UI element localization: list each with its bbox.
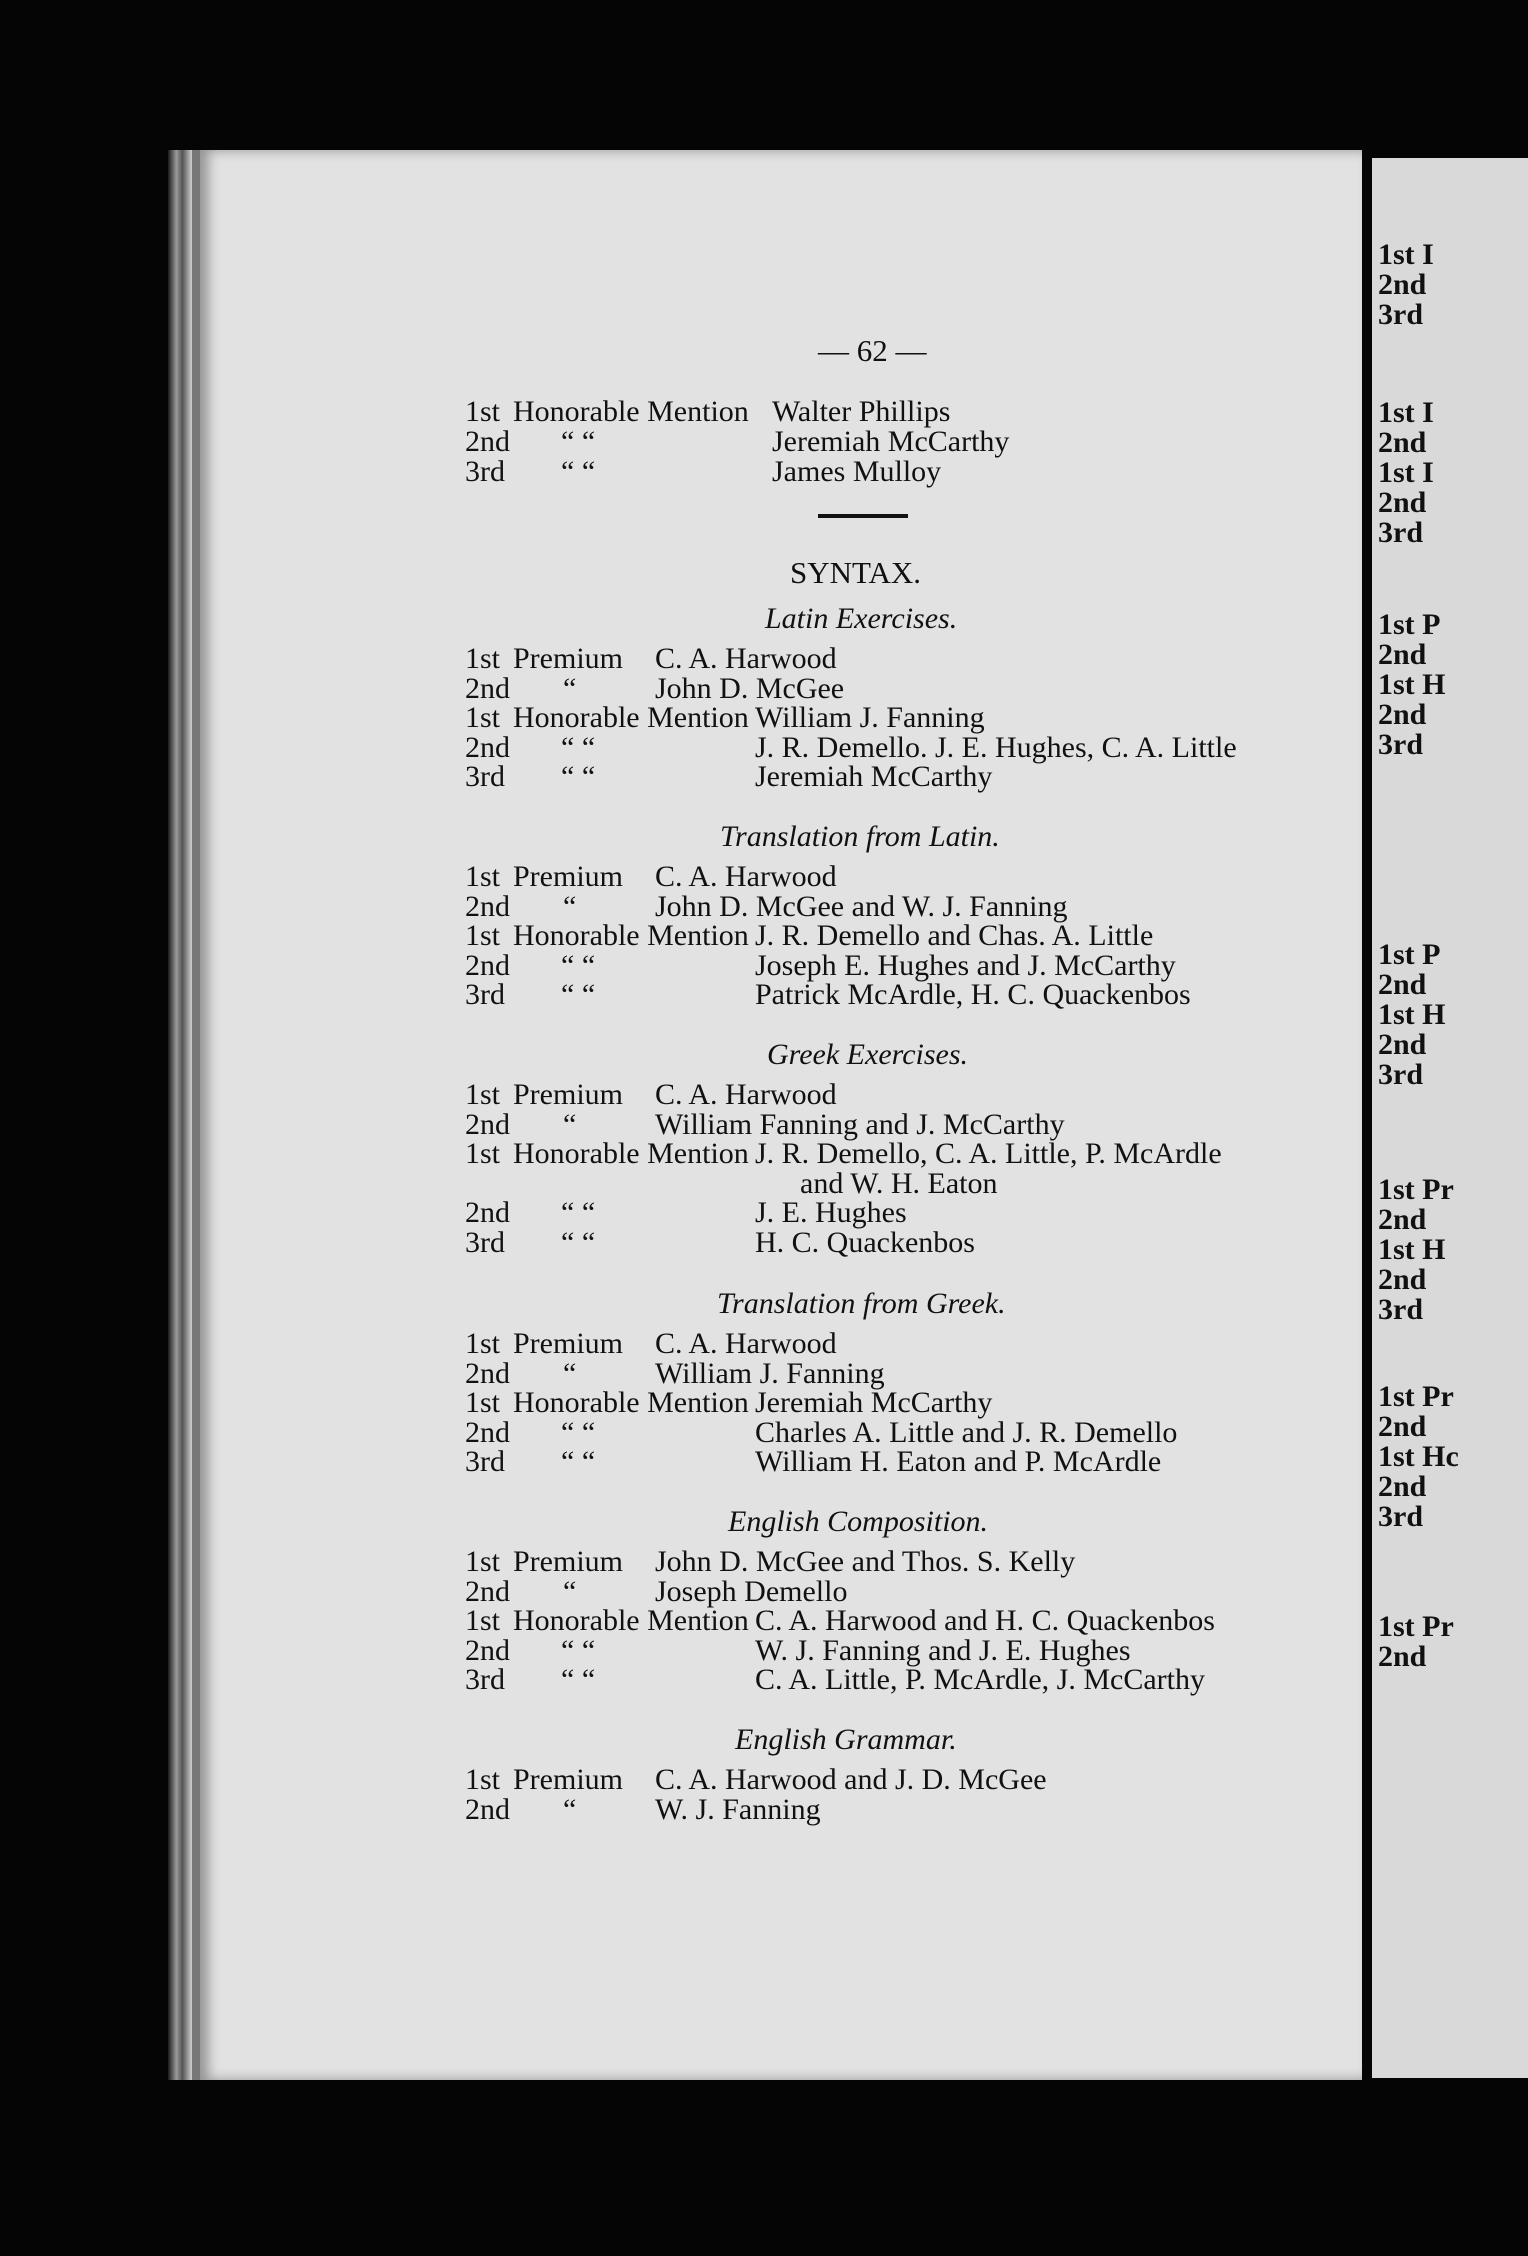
section-divider: [818, 514, 908, 518]
entry-label: “: [563, 1574, 577, 1608]
entry-name: Jeremiah McCarthy: [755, 1386, 993, 1419]
entry-rank: 3rd: [465, 1225, 505, 1259]
entry-name: C. A. Little, P. McArdle, J. McCarthy: [755, 1663, 1205, 1696]
entry-label: “ “: [561, 978, 596, 1011]
facing-fragment: 2nd: [1378, 698, 1427, 731]
entry-rank: 2nd: [465, 730, 510, 764]
entry-rank: 2nd: [465, 1196, 510, 1229]
facing-fragment: 2nd: [1378, 1028, 1427, 1061]
entry-rank: 2nd: [465, 1633, 510, 1667]
facing-fragment: 1st Hc: [1378, 1440, 1459, 1473]
entry-label: Honorable Mention: [513, 701, 749, 734]
entry-label: “ “: [561, 1633, 596, 1667]
entry-rank: 3rd: [465, 1663, 505, 1696]
entry-name: John D. McGee and W. J. Fanning: [655, 889, 1068, 923]
book-page: — 62 — 1st Honorable Mention Walter Phillips 2nd “ “ Jeremiah McCarthy 3rd “ “ James Mulloy SYNTAX. Latin Exercises. 1st Premium C. A. Harwood 2nd “ John D. McGee 1st Honorable Mention William J. Fanning 2nd “ “ J. R. Demello. J. E. Hughes, C. A. Little 3rd “ “ Jeremiah McCarthy Translation from Latin. 1st Premium C. A. Harwood 2nd “ John D. McGee and W. J. Fanning 1st Honorable Mention J. R. Demello and Chas. A. Little 2nd “ “ Joseph E. Hughes and J. McCarthy 3rd “ “ Patrick McArdle, H. C. Quackenbos Greek Exercises. 1st Premium C. A. Harwood 2nd “ William Fanning and J. McCarthy 1st Honorable Mention J. R. Demello, C. A. Little, P. McArdle and W. H. Eaton 2nd “ “ J. E. Hughes 3rd “ “ H. C. Quackenbos Translation from Greek. 1st Premium C. A. Harwood 2nd “ William J. Fanning 1st Honorable Mention Jeremiah McCarthy 2nd “ “ Charles A. Little and J. R. Demello 3rd “ “ William H. Eaton and P. McArdle English Composition. 1st Premium John D. McGee and Thos. S. Kelly 2nd “ Joseph Demello 1st Honorable Mention C. A. Harwood and H. C. Quackenbos 2nd “ “ W. J. Fanning and J. E. Hughes 3rd “ “ C. A. Little, P. McArdle, J. McCarthy English Grammar. 1st Premium C. A. Harwood and J. D. McGee 2nd “ W. J. Fanning: [192, 150, 1362, 2080]
entry-label: Premium: [513, 1763, 623, 1796]
entry-name: William J. Fanning: [655, 1356, 885, 1390]
entry-label: “ “: [561, 948, 596, 982]
entry-name: J. R. Demello, C. A. Little, P. McArdle: [755, 1137, 1222, 1170]
entry-rank: 2nd: [465, 1107, 510, 1141]
facing-fragment: 2nd: [1378, 1203, 1427, 1236]
entry-rank: 3rd: [465, 978, 505, 1011]
facing-fragment: 2nd: [1378, 968, 1427, 1001]
facing-fragment: 3rd: [1378, 1293, 1423, 1326]
entry-rank: 2nd: [465, 1356, 510, 1390]
facing-fragment: 3rd: [1378, 728, 1423, 761]
entry-rank: 1st: [465, 1386, 501, 1419]
facing-fragment: 2nd: [1378, 268, 1427, 301]
entry-label: “ “: [561, 730, 596, 764]
entry-rank: 3rd: [465, 760, 505, 793]
subsection-title: Translation from Greek.: [717, 1287, 1006, 1320]
entry-rank: 1st: [465, 919, 501, 952]
entry-rank: 1st: [465, 701, 501, 734]
entry-label: “ “: [561, 1415, 596, 1449]
entry-rank: 1st: [465, 1763, 501, 1796]
entry-label: “ “: [561, 1225, 596, 1259]
entry-name: C. A. Harwood: [655, 1078, 837, 1111]
entry-label: Honorable Mention: [513, 919, 749, 952]
entry-rank: 3rd: [465, 1445, 505, 1478]
entry-label: Honorable Mention: [513, 1137, 749, 1170]
facing-fragment: 2nd: [1378, 1640, 1427, 1673]
entry-label: Premium: [513, 642, 623, 675]
facing-fragment: 1st P: [1378, 608, 1441, 641]
entry-label: “ “: [561, 1196, 596, 1229]
entry-rank: 2nd: [465, 889, 510, 923]
facing-fragment: 2nd: [1378, 638, 1427, 671]
facing-fragment: 3rd: [1378, 516, 1423, 549]
book-spine: [168, 150, 192, 2080]
facing-fragment: 1st Pr: [1378, 1173, 1454, 1206]
entry-name: C. A. Harwood and J. D. McGee: [655, 1763, 1047, 1796]
subsection-title: Translation from Latin.: [720, 820, 1000, 853]
entry-name: William H. Eaton and P. McArdle: [755, 1445, 1162, 1478]
facing-fragment: 2nd: [1378, 1263, 1427, 1296]
facing-fragment: 2nd: [1378, 1470, 1427, 1503]
entry-label: “: [563, 1107, 577, 1141]
entry-name: John D. McGee and Thos. S. Kelly: [655, 1545, 1076, 1578]
facing-fragment: 1st H: [1378, 668, 1446, 701]
entry-name: J. E. Hughes: [755, 1196, 907, 1229]
entry-name: H. C. Quackenbos: [755, 1225, 975, 1259]
entry-rank: 1st: [465, 1545, 501, 1578]
facing-page: [1372, 158, 1528, 2078]
entry-label: Premium: [513, 1545, 623, 1578]
entry-rank: 1st: [465, 1604, 501, 1637]
entry-name: J. R. Demello. J. E. Hughes, C. A. Little: [755, 730, 1237, 764]
entry-name: W. J. Fanning and J. E. Hughes: [755, 1633, 1131, 1667]
entry-name: and W. H. Eaton: [800, 1166, 998, 1200]
entry-name: Patrick McArdle, H. C. Quackenbos: [755, 978, 1191, 1011]
facing-fragment: 1st I: [1378, 456, 1434, 489]
entry-label: Premium: [513, 860, 623, 893]
entry-rank: 2nd: [465, 948, 510, 982]
entry-name: C. A. Harwood: [655, 1327, 837, 1360]
subsection-title: Greek Exercises.: [767, 1038, 969, 1071]
facing-fragment: 3rd: [1378, 1058, 1423, 1091]
subsection-title: Latin Exercises.: [765, 602, 958, 635]
entry-rank: 1st: [465, 1327, 501, 1360]
entry-rank: 2nd: [465, 1792, 510, 1826]
facing-fragment: 2nd: [1378, 486, 1427, 519]
entry-label: “: [563, 1792, 577, 1826]
entry-label: “: [563, 889, 577, 923]
entry-rank: 1st: [465, 1078, 501, 1111]
entry-label: Premium: [513, 1078, 623, 1111]
entry-rank: 1st: [465, 860, 501, 893]
facing-fragment: 1st I: [1378, 238, 1434, 271]
entry-rank: 1st: [465, 1137, 501, 1170]
entry-label: Honorable Mention: [513, 1386, 749, 1419]
facing-fragment: 1st H: [1378, 998, 1446, 1031]
entry-label: “ “: [561, 1445, 596, 1478]
entry-name: Charles A. Little and J. R. Demello: [755, 1415, 1178, 1449]
section-title: SYNTAX.: [790, 555, 921, 590]
entry-name: William Fanning and J. McCarthy: [655, 1107, 1065, 1141]
entry-name: C. A. Harwood: [655, 642, 837, 675]
facing-fragment: 1st Pr: [1378, 1380, 1454, 1413]
entry-label: Premium: [513, 1327, 623, 1360]
facing-fragment: 2nd: [1378, 426, 1427, 459]
entry-name: C. A. Harwood and H. C. Quackenbos: [755, 1604, 1215, 1637]
entry-name: Joseph Demello: [655, 1574, 848, 1608]
facing-fragment: 2nd: [1378, 1410, 1427, 1443]
subsection-title: English Composition.: [728, 1505, 989, 1538]
entry-rank: 2nd: [465, 1415, 510, 1449]
subsection-title: English Grammar.: [735, 1723, 957, 1756]
entry-rank: 1st: [465, 642, 501, 675]
facing-fragment: 1st P: [1378, 938, 1441, 971]
entry-label: “: [563, 1356, 577, 1390]
entry-name: W. J. Fanning: [655, 1792, 821, 1826]
entry-rank: 2nd: [465, 1574, 510, 1608]
page-number: — 62 —: [818, 333, 927, 368]
facing-fragment: 1st H: [1378, 1233, 1446, 1266]
entry-label: Honorable Mention: [513, 1604, 749, 1637]
facing-fragment: 1st Pr: [1378, 1610, 1454, 1643]
entry-name: J. R. Demello and Chas. A. Little: [755, 919, 1154, 952]
entry-label: “ “: [561, 760, 596, 793]
entry-name: Jeremiah McCarthy: [755, 760, 993, 793]
entry-label: “: [563, 671, 577, 705]
entry-name: Joseph E. Hughes and J. McCarthy: [755, 948, 1176, 982]
facing-fragment: 3rd: [1378, 298, 1423, 331]
facing-fragment: 1st I: [1378, 396, 1434, 429]
entry-label: “ “: [561, 1663, 596, 1696]
entry-rank: 2nd: [465, 671, 510, 705]
facing-fragment: 3rd: [1378, 1500, 1423, 1533]
entry-name: William J. Fanning: [755, 701, 985, 734]
entry-name: John D. McGee: [655, 671, 845, 705]
entry-name: C. A. Harwood: [655, 860, 837, 893]
